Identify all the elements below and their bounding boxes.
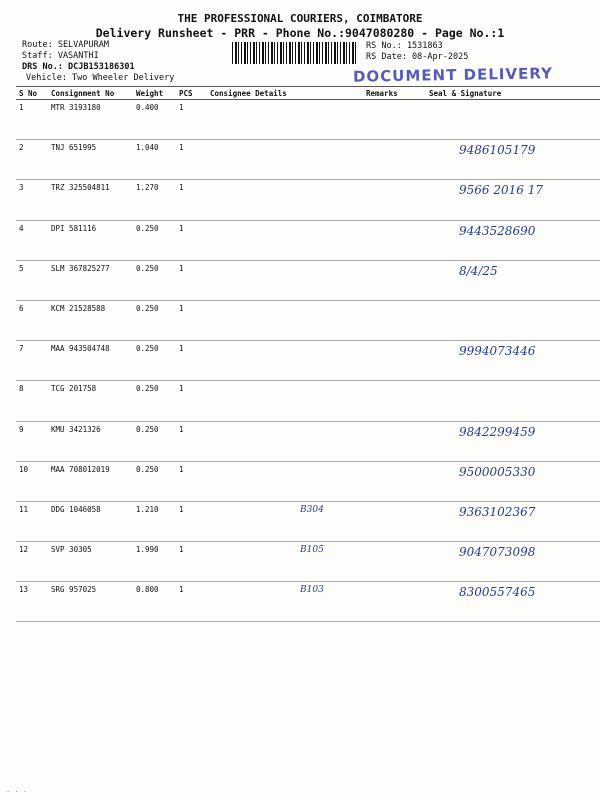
row-sno: 10	[16, 461, 48, 501]
row-consignee-details	[207, 501, 363, 541]
row-consignee-details	[207, 300, 363, 340]
row-consignment-no: DDG 1046058	[48, 501, 133, 541]
row-remarks	[363, 501, 426, 541]
row-sno: 8	[16, 381, 48, 421]
row-remarks	[363, 461, 426, 501]
row-weight: 0.400	[133, 100, 176, 140]
row-consignee-details	[207, 461, 363, 501]
row-pcs: 1	[176, 421, 207, 461]
table-row	[16, 341, 600, 381]
row-weight: 1.040	[133, 140, 176, 180]
document-delivery-stamp: DOCUMENT DELIVERY	[352, 64, 554, 86]
table-row	[16, 381, 600, 421]
table-row	[16, 300, 600, 340]
row-seal-signature	[426, 542, 600, 582]
row-weight: 1.210	[133, 501, 176, 541]
row-weight: 1.270	[133, 180, 176, 220]
row-sno: 4	[16, 220, 48, 260]
row-seal-signature	[426, 381, 600, 421]
row-pcs: 1	[176, 180, 207, 220]
row-remarks	[363, 421, 426, 461]
row-sno: 3	[16, 180, 48, 220]
row-remarks	[363, 381, 426, 421]
signature-handwriting: 8/4/25	[459, 263, 498, 278]
row-sno: 12	[16, 542, 48, 582]
row-pcs: 1	[176, 260, 207, 300]
runsheet-subtitle: Delivery Runsheet - PRR - Phone No.:9047080280 - Page No.:1	[95, 26, 505, 40]
row-seal-signature	[426, 582, 600, 622]
row-sno: 11	[16, 501, 48, 541]
row-consignee-details	[207, 140, 363, 180]
signature-handwriting: 9047073098	[459, 545, 536, 560]
row-seal-signature	[426, 180, 600, 220]
row-remarks	[363, 140, 426, 180]
signature-handwriting: 9363102367	[459, 504, 536, 519]
row-sno: 1	[16, 100, 48, 140]
signature-handwriting: 9994073446	[459, 344, 536, 359]
row-consignment-no: SVP 30305	[48, 542, 133, 582]
signature-handwriting: 8300557465	[459, 585, 536, 600]
row-remarks	[363, 300, 426, 340]
col-remarks: Remarks	[363, 87, 426, 100]
row-pcs: 1	[176, 100, 207, 140]
page-footer: . . .	[6, 786, 28, 794]
company-title: THE PROFESSIONAL COURIERS, COIMBATORE	[177, 12, 423, 25]
row-weight: 0.250	[133, 381, 176, 421]
row-consignment-no: TNJ 651995	[48, 140, 133, 180]
row-remarks	[363, 180, 426, 220]
row-sno: 6	[16, 300, 48, 340]
table-header-row	[16, 87, 600, 100]
row-weight: 1.990	[133, 542, 176, 582]
row-consignee-details	[207, 542, 363, 582]
row-weight: 0.250	[133, 220, 176, 260]
signature-handwriting: 9486105179	[459, 143, 536, 158]
row-consignee-details	[207, 341, 363, 381]
col-consignment: Consignment No	[48, 87, 133, 100]
row-seal-signature	[426, 260, 600, 300]
row-weight: 0.800	[133, 582, 176, 622]
row-pcs: 1	[176, 140, 207, 180]
table-row	[16, 180, 600, 220]
row-remarks	[363, 582, 426, 622]
signature-handwriting: 9566 2016 17	[459, 183, 543, 198]
row-consignee-details	[207, 100, 363, 140]
col-seal: Seal & Signature	[426, 87, 600, 100]
rs-date: RS Date: 08-Apr-2025	[366, 52, 469, 62]
row-sno: 7	[16, 341, 48, 381]
barcode	[232, 42, 358, 64]
row-remarks	[363, 260, 426, 300]
row-consignment-no: TCG 201758	[48, 381, 133, 421]
table-row	[16, 421, 600, 461]
row-seal-signature	[426, 461, 600, 501]
table-row	[16, 582, 600, 622]
consignee-flat-handwriting: B105	[300, 545, 324, 556]
row-consignment-no: KCM 21528588	[48, 300, 133, 340]
row-pcs: 1	[176, 381, 207, 421]
row-pcs: 1	[176, 582, 207, 622]
staff-label: Staff: VASANTHI	[22, 51, 99, 61]
row-seal-signature	[426, 140, 600, 180]
table-row	[16, 140, 600, 180]
row-consignee-details	[207, 582, 363, 622]
row-sno: 5	[16, 260, 48, 300]
row-consignment-no: MAA 708012019	[48, 461, 133, 501]
signature-handwriting: 9842299459	[459, 424, 536, 439]
row-weight: 0.250	[133, 260, 176, 300]
table-row	[16, 220, 600, 260]
row-pcs: 1	[176, 501, 207, 541]
row-pcs: 1	[176, 461, 207, 501]
vehicle-label: Vehicle: Two Wheeler Delivery	[26, 73, 175, 83]
row-pcs: 1	[176, 220, 207, 260]
route-label: Route: SELVAPURAM	[22, 40, 109, 50]
row-weight: 0.250	[133, 461, 176, 501]
table-row	[16, 542, 600, 582]
row-seal-signature	[426, 100, 600, 140]
row-remarks	[363, 100, 426, 140]
row-sno: 9	[16, 421, 48, 461]
row-consignment-no: TRZ 325504811	[48, 180, 133, 220]
row-seal-signature	[426, 220, 600, 260]
row-consignee-details	[207, 220, 363, 260]
row-pcs: 1	[176, 341, 207, 381]
row-seal-signature	[426, 421, 600, 461]
row-consignee-details	[207, 381, 363, 421]
row-pcs: 1	[176, 542, 207, 582]
signature-handwriting: 9443528690	[459, 223, 536, 238]
row-weight: 0.250	[133, 300, 176, 340]
table-row	[16, 461, 600, 501]
row-consignee-details	[207, 180, 363, 220]
table-row	[16, 260, 600, 300]
table-row	[16, 100, 600, 140]
col-pcs: PCS	[176, 87, 207, 100]
row-consignment-no: SLM 367825277	[48, 260, 133, 300]
signature-handwriting: 9500005330	[459, 464, 536, 479]
row-seal-signature	[426, 501, 600, 541]
row-consignee-details	[207, 260, 363, 300]
row-consignment-no: KMU 3421326	[48, 421, 133, 461]
row-sno: 13	[16, 582, 48, 622]
row-consignee-details	[207, 421, 363, 461]
row-consignment-no: MAA 943504748	[48, 341, 133, 381]
row-remarks	[363, 220, 426, 260]
row-pcs: 1	[176, 300, 207, 340]
row-consignment-no: DPI 581116	[48, 220, 133, 260]
col-sno: S No	[16, 87, 48, 100]
drs-number: DRS No.: DCJB153186301	[22, 62, 135, 72]
row-remarks	[363, 542, 426, 582]
row-sno: 2	[16, 140, 48, 180]
row-remarks	[363, 341, 426, 381]
consignee-flat-handwriting: B304	[300, 504, 324, 515]
col-weight: Weight	[133, 87, 176, 100]
col-consignee: Consignee Details	[207, 87, 363, 100]
row-seal-signature	[426, 341, 600, 381]
row-weight: 0.250	[133, 421, 176, 461]
runsheet-table	[16, 86, 600, 622]
table-row	[16, 501, 600, 541]
row-weight: 0.250	[133, 341, 176, 381]
rs-number: RS No.: 1531863	[366, 41, 443, 51]
row-consignment-no: SRG 957025	[48, 582, 133, 622]
row-consignment-no: MTR 3193180	[48, 100, 133, 140]
row-seal-signature	[426, 300, 600, 340]
consignee-flat-handwriting: B103	[300, 585, 324, 596]
